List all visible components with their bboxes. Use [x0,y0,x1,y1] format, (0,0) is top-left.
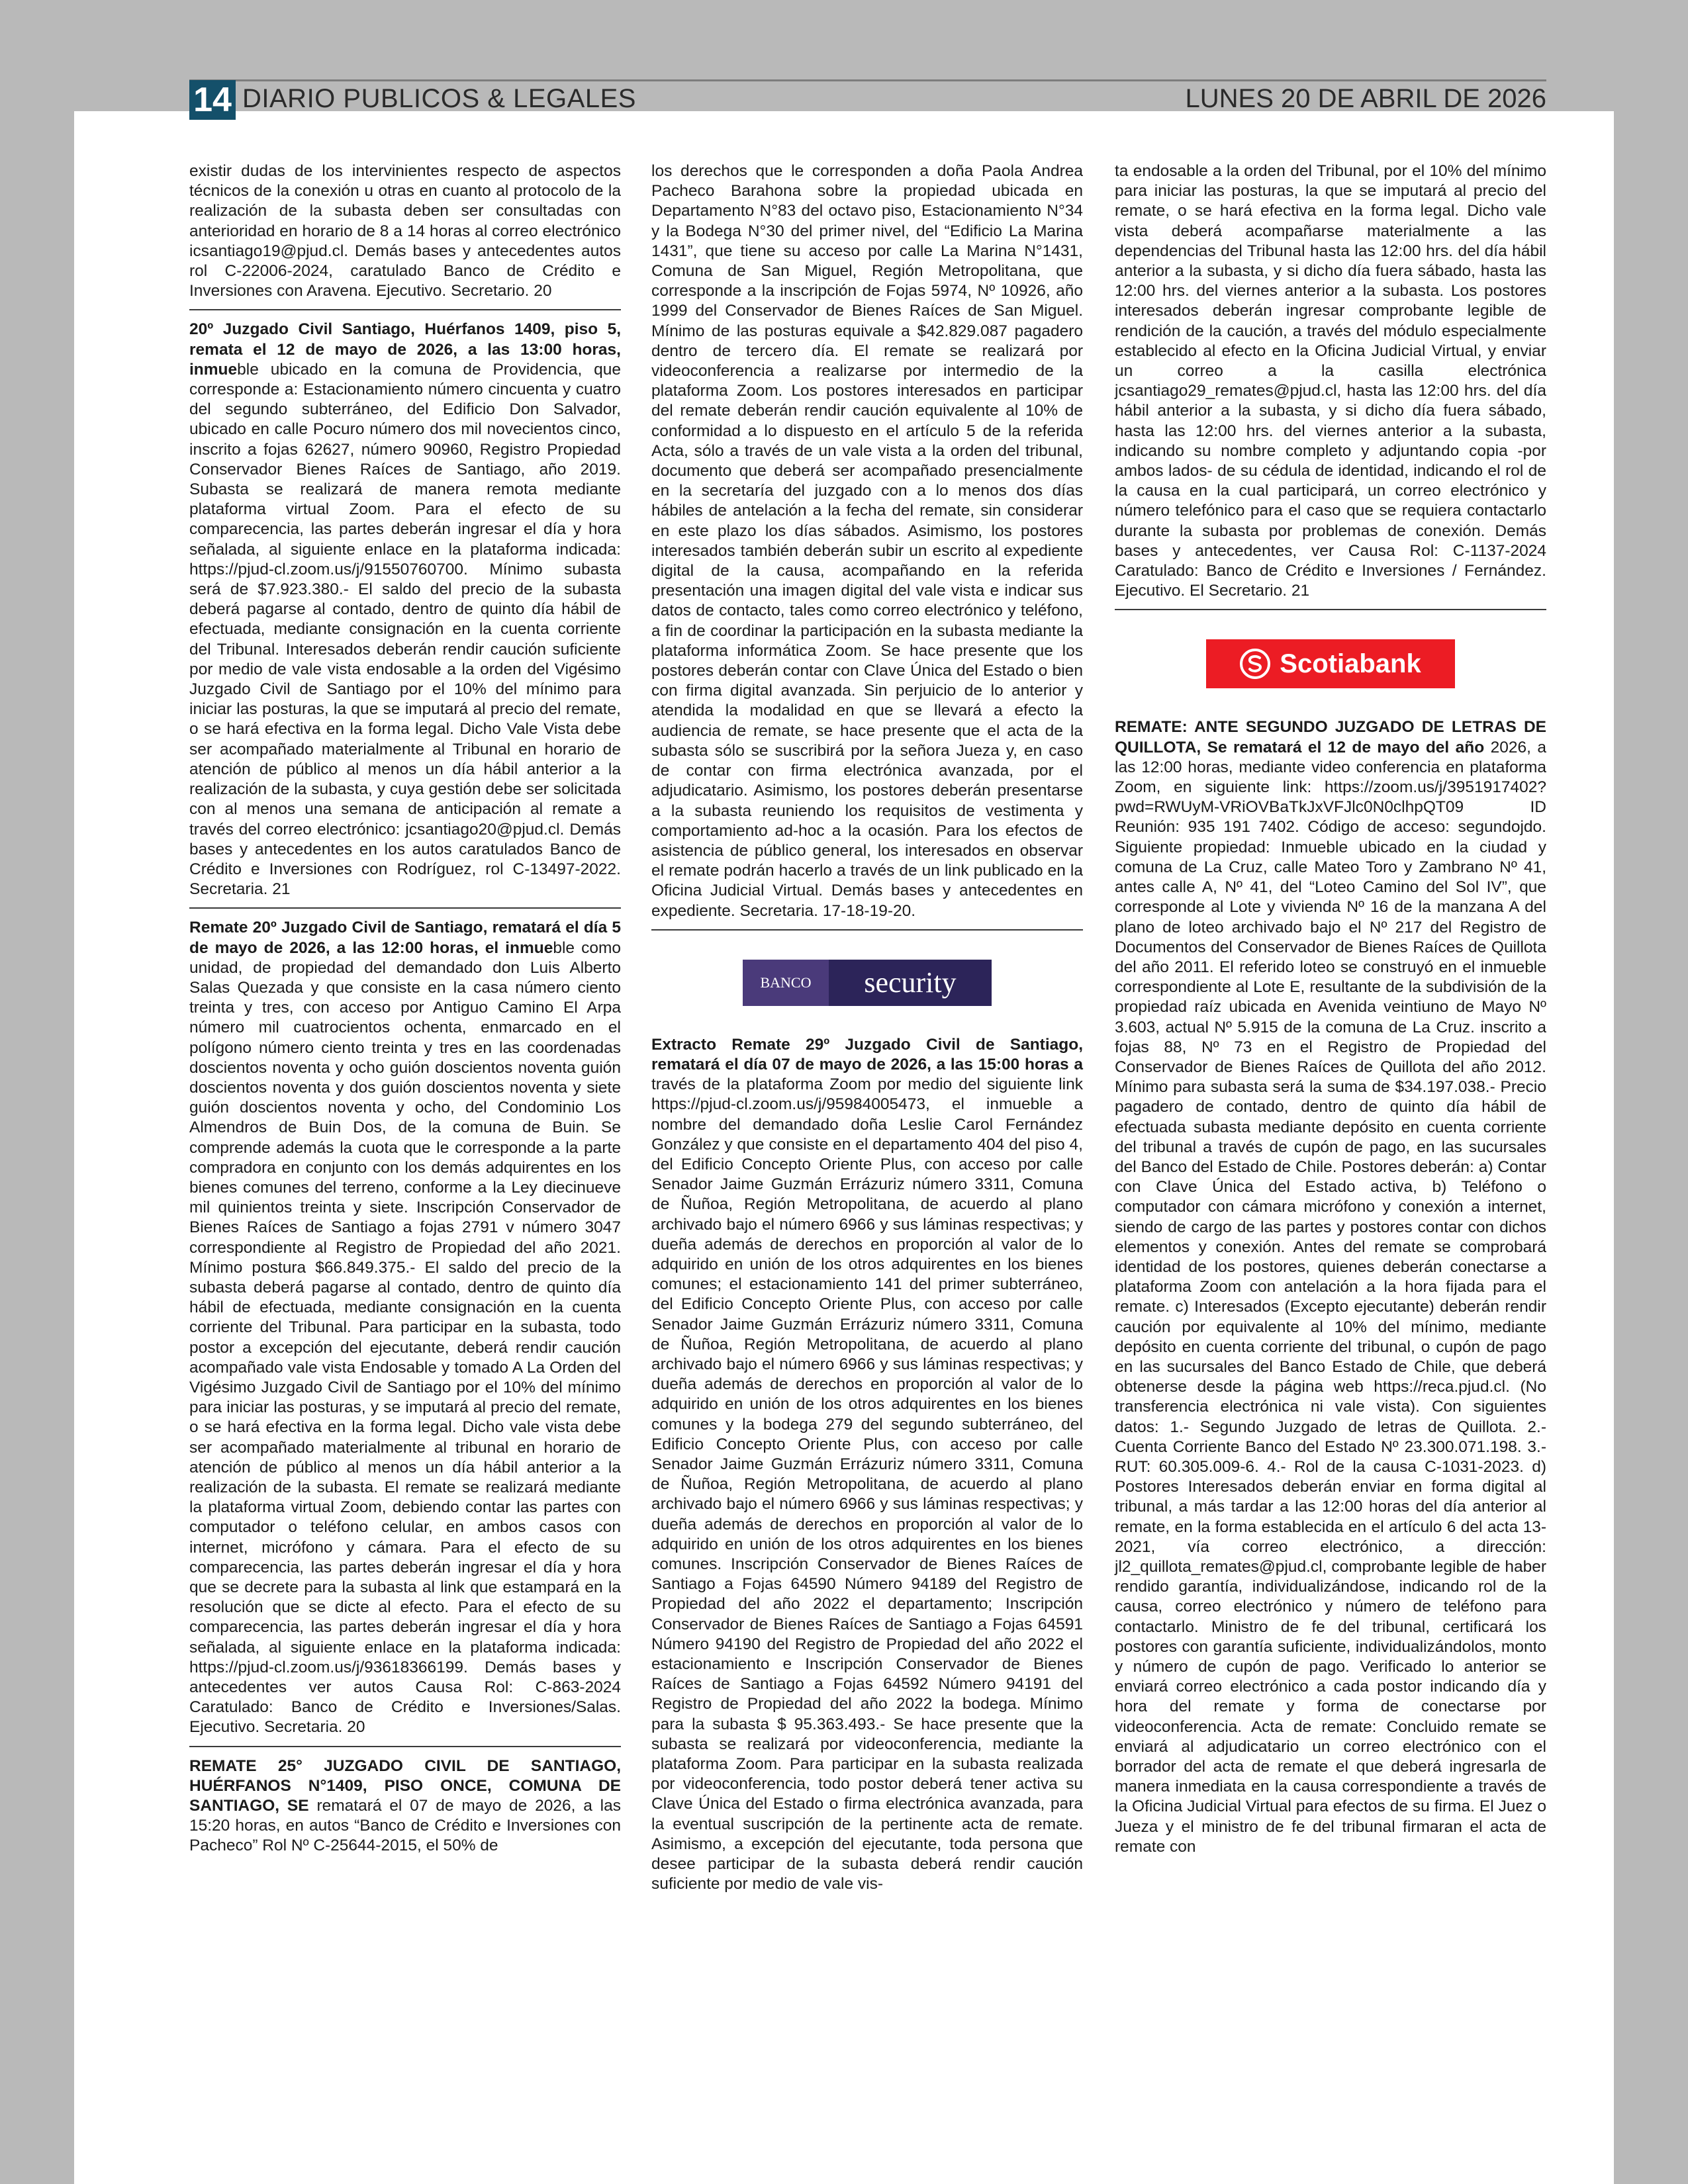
notice-29-juzgado [651,1035,1083,1895]
notice-text: existir dudas de los intervinientes respecto de aspectos técnicos de la conexión u otras en cuanto al protocolo de la realización de la subasta deben ser consultadas con anterioridad en horario de 8 a 14 horas al correo electrónico icsantiago19@pjud.cl. Demás bases y antecedentes autos rol C-22006-2024, caratulado Banco de Crédito e Inversiones con Aravena. Ejecutivo. Secretario. 20 [189,162,621,300]
notice-20-juzgado-providencia [189,320,621,899]
publication-date: LUNES 20 DE ABRIL DE 2026 [1185,84,1546,113]
notice-text: rematará el 07 de mayo de 2026, a las 15:20 horas, en autos “Banco de Crédito e Inversiones con Pacheco” Rol Nº C-25644-2015, el 50% de [189,1797,621,1855]
notice-heading: Remate 20º Juzgado Civil de Santiago, rematará el día 5 de mayo de 2026, a las 12:00 horas, el inmue [189,919,621,957]
notice-continued [189,161,621,301]
page-header [189,79,1546,118]
scotiabank-logo-area [1115,639,1546,688]
scotiabank-s-icon [1240,649,1270,679]
notice-heading: REMATE: ANTE SEGUNDO JUZGADO DE LETRAS DE QUILLOTA, Se rematará el 12 de mayo del año [1115,718,1546,756]
column-3 [1115,161,1546,1857]
notice-quillota [1115,717,1546,1857]
divider [189,1746,621,1747]
notice-text: 2026, a las 12:00 horas, mediante video conferencia en plataforma Zoom, en siguiente link: https://zoom.us/j/3951917402?pwd=RWUyM-VRiOVBaTkJxVFJlc0N0clhpQT09 ID Reunión: 935 191 7402. Código de acceso: segundojdo. Siguiente propiedad: Inmueble ubicado en la ciudad y comuna de La Cruz, calle Mateo Toro y Zambrano Nº 41, antes calle A, Nº 41, del “Loteo Camino del Sol IV”, que corresponde al Lote y vivienda Nº 16 de la manzana A del plano de loteo archivado bajo el Nº 217 del Registro de Documentos del Conservador de Bienes Raíces de Quillota del año 2011. El referido loteo se construyó en el inmueble correspondiente al Lote E, resultante de la subdivisión de la propiedad raíz ubicada en Avenida veintiuno de Mayo Nº 3.603, actual Nº 5.915 de la comuna de La Cruz. inscrito a fojas 88, Nº 73 en el Registro de Propiedad del Conservador de Bienes Raíces de Quillota del año 2012. Mínimo para subasta será la suma de $34.197.038.- Precio pagadero de contado, dentro de quinto día hábil de efectuada subasta mediante depósito en cuenta corriente del tribunal a través de cupón de pago, en las sucursales del Banco del Estado de Chile. Postores deberán: a) Contar con Clave Única del Estado activa, b) Teléfono o computador con cámara micrófono y conexión a internet, siendo de cargo de las partes y postores contar con dichos elementos y conexión. Antes del remate se comprobará identidad de los postores, quienes deberán conectarse a plataforma Zoom con antelación a la hora fijada para el remate. c) Interesados (Excepto ejecutante) deberán rendir caución por equivalente al 10% del mínimo, mediante depósito en cuenta corriente del tribunal, o cupón de pago en las sucursales del Banco Estado de Chile, que deberá obtenerse desde la página web https://reca.pjud.cl. (No transferencia electrónica ni vale vista). Con siguientes datos: 1.- Segundo Juzgado de letras de Quillota. 2.- Cuenta Corriente Banco del Estado Nº 23.300.071.198. 3.- RUT: 60.305.009-6. 4.- Rol de la causa C-1031-2023. d) Postores Interesados deberán enviar en forma digital al tribunal, a más tardar a las 12:00 horas del día anterior al remate, en la forma establecida en el artículo 6 del acta 13- 2021, vía correo electrónico, a dirección: jl2_quillota_remates@pjud.cl, comprobante legible de haber rendido garantía, individualizándose, indicando rol de la causa, correo electrónico y número de teléfono para contactarlo. Ministro de fe del tribunal, certificará los postores con garantía suficiente, individualizándolos, monto y número de cupón de pago. Verificado lo anterior se enviará correo electrónico a cada postor indicando día y hora del remate y forma de conectarse por videoconferencia. Acta de remate: Concluido remate se enviará al adjudicatario un correo electrónico con el borrador del acta de remate el que deberá ingresarla de manera inmediata en la causa correspondiente a través de la Oficina Judicial Virtual para efectos de su firma. El Juez o Jueza y el ministro de fe del tribunal firmaran el acta de remate con [1115,738,1546,1856]
notice-text: ta endosable a la orden del Tribunal, por el 10% del mínimo para iniciar las posturas, la que se imputará al precio del remate, o se hará efectiva en la forma legal. Dicho vale vista deberá acompañarse materialmente a las dependencias del Tribunal hasta las 12:00 hrs. del día hábil anterior a la subasta, y si dicho día fuera sábado, hasta las 12:00 hrs. del viernes anterior a la subasta. Los postores interesados deberán ingresar comprobante legible de rendición de la caución, a través del módulo especialmente establecido al efecto en la Oficina Judicial Virtual, y enviar un correo a la casilla electrónica jcsantiago29_remates@pjud.cl, hasta las 12:00 hrs. del día hábil anterior a la subasta, y si dicho día fuera sábado, hasta las 12:00 hrs. del viernes anterior a la subasta, indicando su nombre completo y adjuntando copia -por ambos lados- de su cédula de identidad, indicando el rol de la causa en la cual participará, un correo electrónico y número telefónico para el caso que se requiera contactarlo durante la subasta por problemas de conexión. Demás bases y antecedentes, ver Causa Rol: C-1137-2024 Caratulado: Banco de Crédito e Inversiones / Fernández. Ejecutivo. El Secretario. 21 [1115,162,1546,600]
notice-20-juzgado-buin [189,918,621,1737]
scotiabank-logo [1206,639,1455,688]
notice-heading: 20º Juzgado Civil Santiago, Huérfanos 1409, piso 5, remata el 12 de mayo de 2026, a las 13:00 horas, inmue [189,320,621,379]
page-number: 14 [189,80,236,120]
notice-heading: REMATE 25° JUZGADO CIVIL DE SANTIAGO, HUÉRFANOS N°1409, PISO ONCE, COMUNA DE SANTIAGO, SE [189,1756,621,1815]
banco-security-logo-area [651,960,1083,1006]
divider [1115,609,1546,610]
notice-text: los derechos que le corresponden a doña Paola Andrea Pacheco Barahona sobre la propiedad ubicada en Departamento N°83 del octavo piso, Estacionamiento N°34 y la Bodega N°30 del primer nivel, del “Edificio La Marina 1431”, que tiene su acceso por calle La Marina N°1431, Comuna de San Miguel, Región Metropolitana, que corresponde a la inscripción de Fojas 5974, Nº 10926, año 1999 del Conservador de Bienes Raíces de San Miguel. Mínimo de las posturas equivale a $42.829.087 pagadero dentro de tercero día. El remate se realizará por videoconferencia a realizarse por intermedio de la plataforma Zoom. Los postores interesados en participar del remate deberán rendir caución equivalente al 10% de conformidad a lo dispuesto en el artículo 5 de la referida Acta, sólo a través de un vale vista a la orden del tribunal, documento que deberá ser acompañado presencialmente en la secretaría del juzgado con a lo menos dos días hábiles de antelación a la fecha del remate, sin considerar en este plazo los días sábados. Asimismo, los postores interesados también deberán subir un escrito al expediente digital de la causa, acompañando en la referida presentación una imagen digital del vale vista e indicar sus datos de contacto, tales como correo electrónico y teléfono, a fin de coordinar la participación en la subasta mediante la plataforma informática Zoom. Se hace presente que los postores deberán contar con Clave Única del Estado o bien con firma digital avanzada. Sin perjuicio de lo anterior y atendida la modalidad en que se llevará a efecto la audiencia de remate, se hace presente que el acta de la subasta sólo se suscribirá por la señora Jueza y, en caso de contar con firma electrónica avanzada, por el adjudicatario. Asimismo, los postores deberán presentarse a la subasta reuniendo los requisitos de vestimenta y comportamiento ad-hoc a la ocasión. Para los efectos de asistencia de público general, los interesados en observar el remate podrán hacerlo a través de un link publicado en la Oficina Judicial Virtual. Demás bases y antecedentes en expediente. Secretaria. 17-18-19-20. [651,162,1083,920]
column-1 [189,161,621,1856]
divider [189,309,621,310]
notice-25-juzgado [189,1756,621,1856]
notice-continued [651,161,1083,921]
publication-name: DIARIO PUBLICOS & LEGALES [242,84,636,113]
banco-security-logo-right: security [829,960,992,1006]
scotiabank-wordmark: Scotiabank [1280,649,1421,679]
notice-text: ble ubicado en la comuna de Providencia, que corresponde a: Estacionamiento número cincuenta y cuatro del segundo subterráneo, del Edificio Don Salvador, ubicado en calle Pocuro número dos mil novecientos cinco, inscrito a fojas 62627, número 90960, Registro Propiedad Conservador Bienes Raíces de Santiago, año 2019. Subasta se realizará de manera remota mediante plataforma virtual Zoom. Para el efecto de su comparecencia, las partes deberán ingresar el día y hora señalada, al siguiente enlace en la plataforma indicada: https://pjud-cl.zoom.us/j/91550760700. Mínimo subasta será de $7.923.380.- El saldo del precio de la subasta deberá pagarse al contado, dentro de quinto día hábil de efectuada, mediante consignación en la cuenta corriente del Tribunal. Interesados deberán rendir caución suficiente por medio de vale vista endosable a la orden del Vigésimo Juzgado Civil de Santiago por el 10% del mínimo para iniciar las posturas, la que se imputará al precio del remate, o se hará efectiva en la forma legal. Dicho Vale Vista debe ser acompañado materialmente al Tribunal en horario de atención de público al menos un día hábil anterior a la realización de la subasta, y cuya gestión debe ser solicitada con al menos una semana de anticipación al remate a través del correo electrónico: jcsantiago20@pjud.cl. Demás bases y antecedentes en los autos caratulados Banco de Crédito e Inversiones con Rodríguez, rol C-13497-2022. Secretaria. 21 [189,360,621,899]
divider [189,907,621,909]
notice-continued [1115,161,1546,601]
column-2 [651,161,1083,1894]
divider [651,929,1083,931]
banco-security-logo-left: BANCO [743,960,829,1006]
notice-heading: Extracto Remate 29º Juzgado Civil de Santiago, rematará el día 07 de mayo de 2026, a las 15:00 horas a [651,1035,1083,1073]
notice-text: ble como unidad, de propiedad del demandado don Luis Alberto Salas Quezada y que consiste en la casa número ciento treinta y tres, con acceso por Antiguo Camino El Arpa número mil cuatrocientos ochenta, enmarcado en el polígono número ciento treinta y tres en las coordenadas doscientos noventa y ocho guión doscientos noventa guión doscientos noventa y dos guión doscientos noventa y siete guión doscientos noventa y ocho, del Condominio Los Almendros de Buin Dos, de la comuna de Buin. Se comprende además la cuota que le corresponde a la parte compradora en conjunto con los demás adquirentes en los bienes comunes del terreno, conforme a la Ley diecinueve mil quinientos treinta y siete. Inscripción Conservador de Bienes Raíces de Santiago a fojas 2791 v número 3047 correspondiente al Registro de Propiedad del año 2021. Mínimo postura $66.849.375.- El saldo del precio de la subasta deberá pagarse al contado, dentro de quinto día hábil de efectuada, mediante consignación en la cuenta corriente del Tribunal. Para participar en la subasta, todo postor a excepción del ejecutante, deberá rendir caución acompañado vale vista Endosable y tomado A La Orden del Vigésimo Juzgado Civil de Santiago por el 10% del mínimo para iniciar las posturas, y se imputará al precio del remate, o se hará efectiva en la forma legal. Dicho vale vista debe ser acompañado materialmente al tribunal en horario de atención de público al menos un día hábil anterior a la realización de la subasta. El remate se realizará mediante la plataforma virtual Zoom, debiendo contar las partes con computador o teléfono celular, en ambos casos con internet, micrófono y cámara. Para el efecto de su comparecencia, las partes deberán ingresar el día y hora que se decrete para la subasta al link que estampará en la resolución que se dicte al efecto. Para el efecto de su comparecencia, las partes deberán ingresar el día y hora señalada, al siguiente enlace en la plataforma indicada: https://pjud-cl.zoom.us/j/93618366199. Demás bases y antecedentes ver autos Causa Rol: C-863-2024 Caratulado: Banco de Crédito e Inversiones/Salas. Ejecutivo. Secretaria. 20 [189,938,621,1737]
notice-text: través de la plataforma Zoom por medio del siguiente link https://pjud-cl.zoom.us/j/95984005473, el inmueble a nombre del demandado doña Leslie Carol Fernández González y que consiste en el departamento 404 del piso 4, del Edificio Concepto Oriente Plus, con acceso por calle Senador Jaime Guzmán Errázuriz número 3311, Comuna de Ñuñoa, Región Metropolitana, de acuerdo al plano archivado bajo el número 6966 y sus láminas respectivas; y dueña además de derechos en proporción al valor de lo adquirido en unión de los otros adquirentes en los bienes comunes; el estacionamiento 141 del primer subterráneo, del Edificio Concepto Oriente Plus, con acceso por calle Senador Jaime Guzmán Errázuriz número 3311, Comuna de Ñuñoa, Región Metropolitana, de acuerdo al plano archivado bajo el número 6966 y sus láminas respectivas; y dueña además de derechos en proporción al valor de lo adquirido en unión de los otros adquirentes en los bienes comunes y la bodega 279 del segundo subterráneo, del Edificio Concepto Oriente Plus, con acceso por calle Senador Jaime Guzmán Errázuriz número 3311, Comuna de Ñuñoa, Región Metropolitana, de acuerdo al plano archivado bajo el número 6966 y sus láminas respectivas; y dueña además de derechos en proporción al valor de lo adquirido en unión de los otros adquirentes en los bienes comunes. Inscripción Conservador de Bienes Raíces de Santiago a Fojas 64590 Número 94189 del Registro de Propiedad del año 2022 el departamento; Inscripción Conservador de Bienes Raíces de Santiago a Fojas 64591 Número 94190 del Registro de Propiedad del año 2022 el estacionamiento e Inscripción Conservador de Bienes Raíces de Santiago a Fojas 64592 Número 94191 del Registro de Propiedad del año 2022 la bodega. Mínimo para la subasta $ 95.363.493.- Se hace presente que la subasta se realizará por videoconferencia, mediante la plataforma Zoom. Para participar en la subasta realizada por videoconferencia, todo postor deberá tener activa su Clave Única del Estado o firma electrónica avanzada, para la eventual suscripción de la pertinente acta de remate. Asimismo, a excepción del ejecutante, toda persona que desee participar de la subasta deberá rendir caución suficiente por medio de vale vis- [651,1075,1083,1893]
banco-security-logo [743,960,992,1006]
